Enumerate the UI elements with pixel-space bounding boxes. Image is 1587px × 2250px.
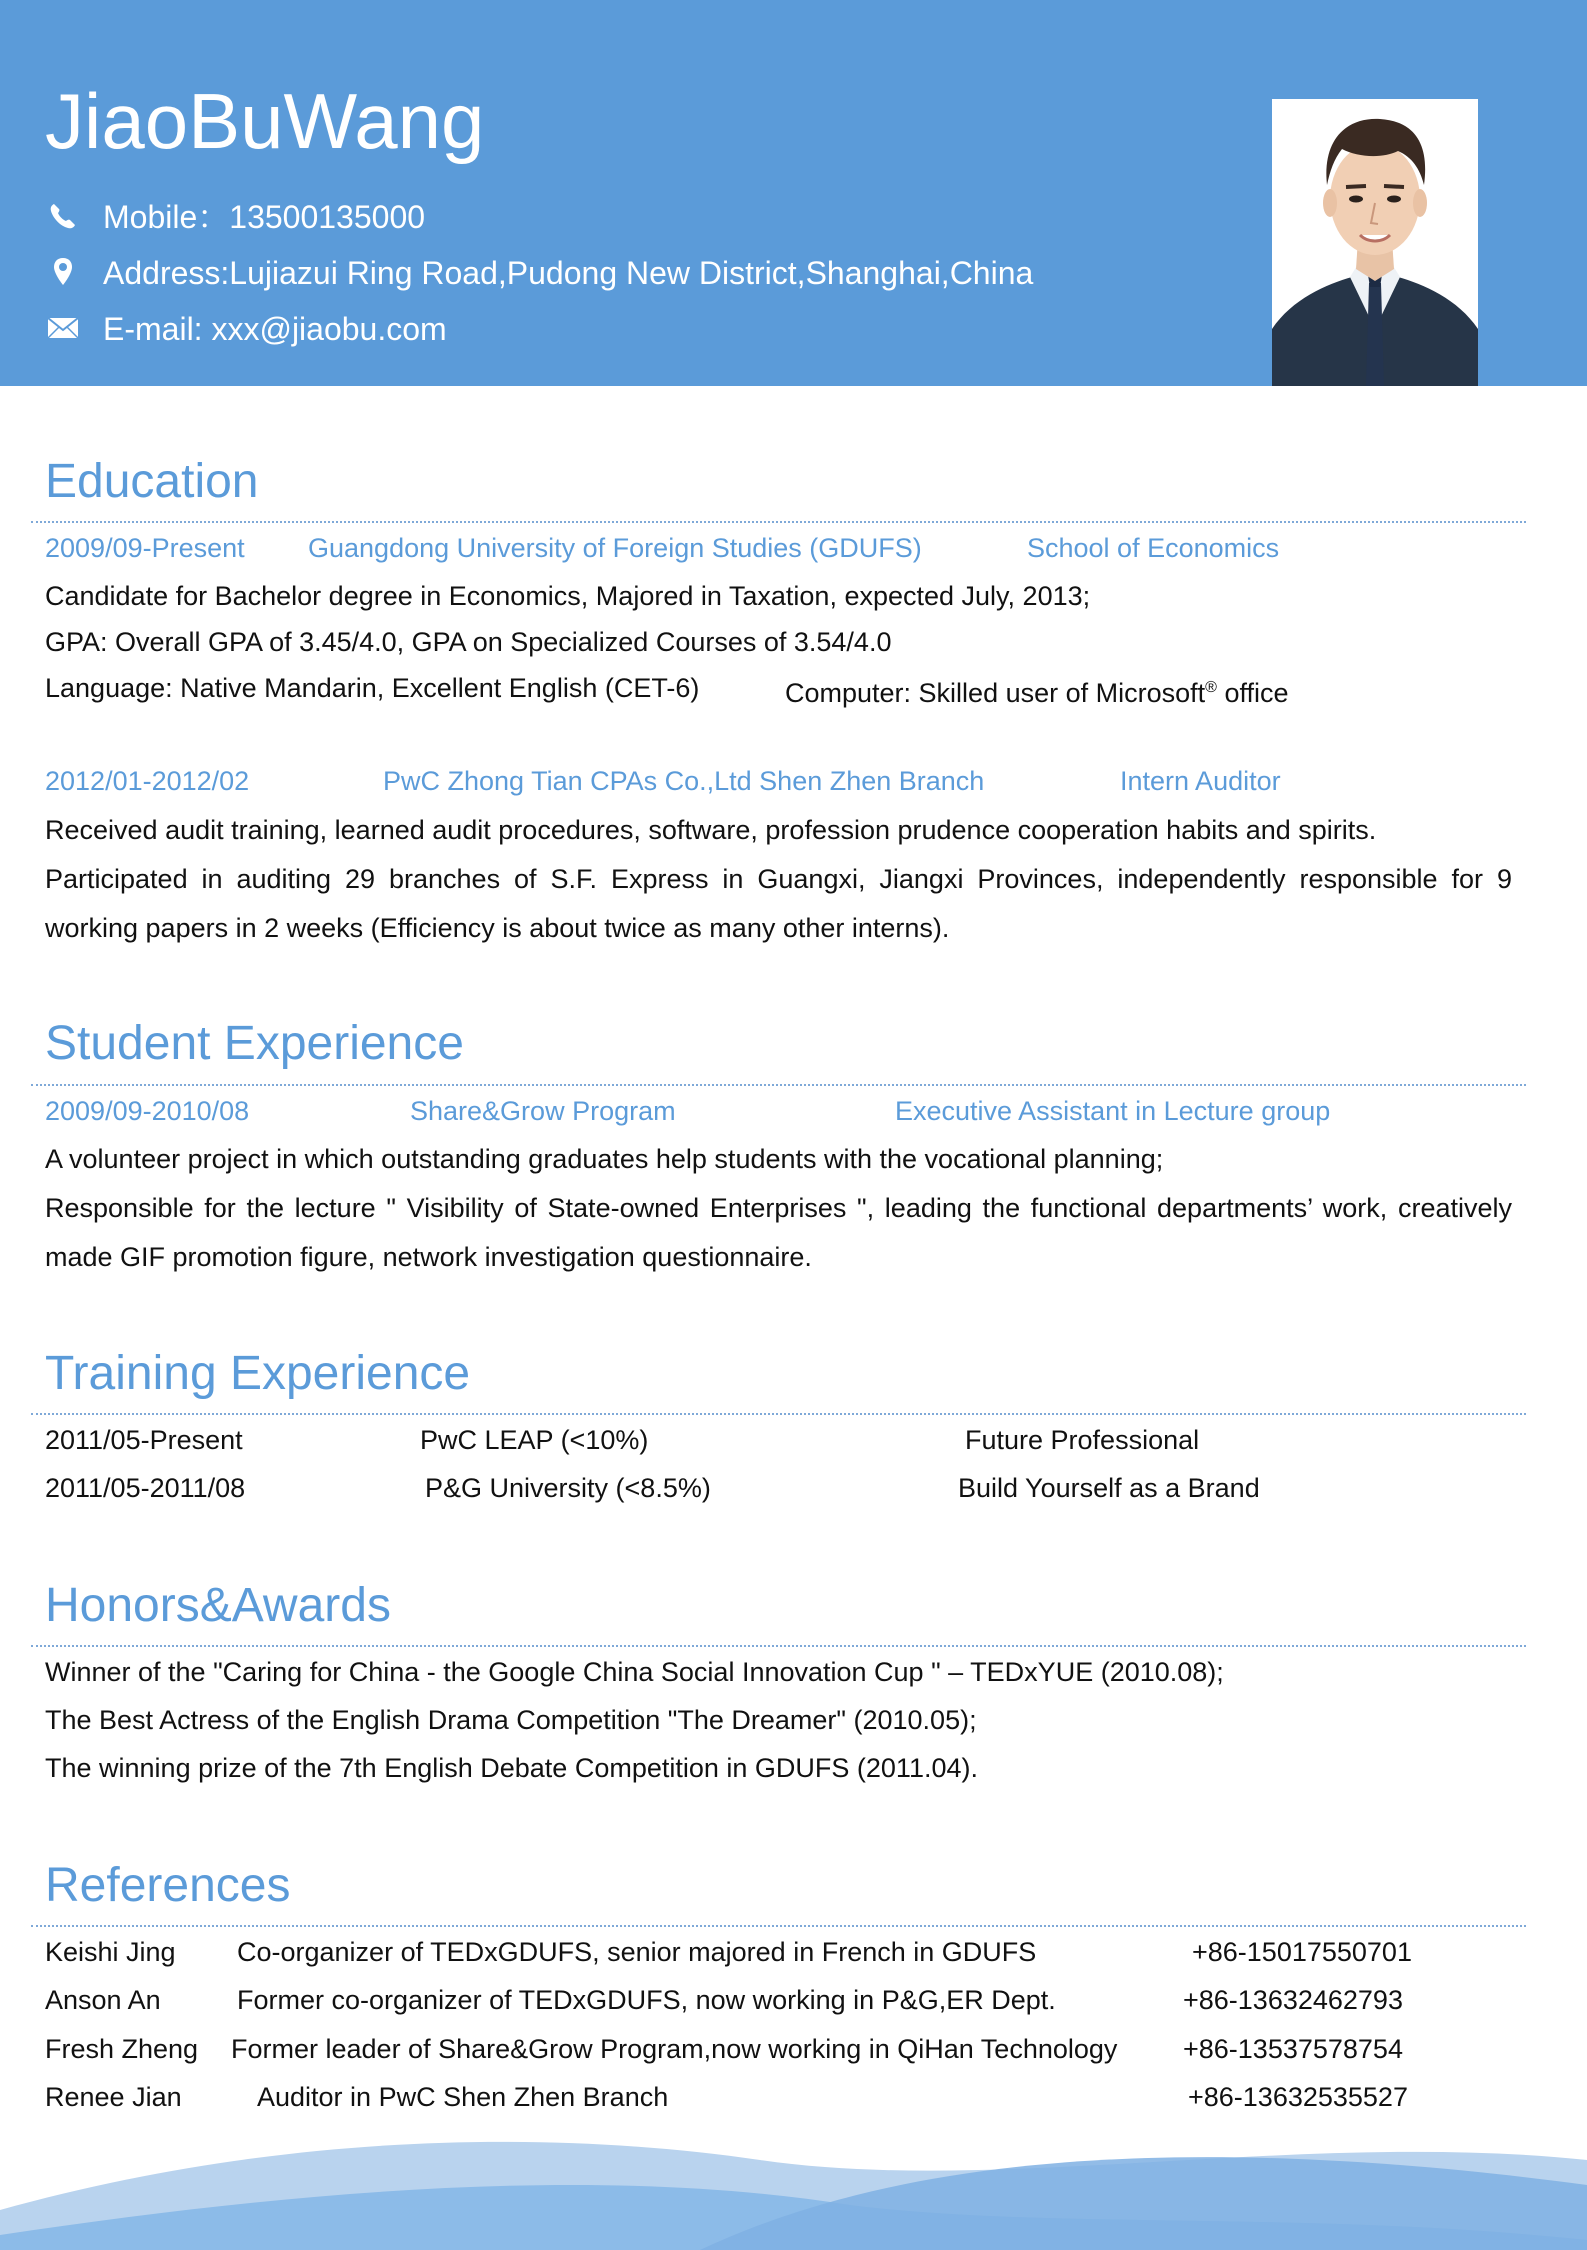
section-title-references: References [45, 1859, 291, 1912]
registered-mark: ® [1205, 679, 1217, 696]
honor-item: The winning prize of the 7th English Debate Competition in GDUFS (2011.04). [45, 1753, 978, 1783]
honor-item: Winner of the "Caring for China - the Google China Social Innovation Cup " – TEDxYUE (2010.08); [45, 1657, 1224, 1687]
reference-name: Renee Jian [45, 2082, 182, 2112]
student-role: Executive Assistant in Lecture group [895, 1096, 1331, 1126]
header-banner [0, 0, 1587, 386]
reference-description: Co-organizer of TEDxGDUFS, senior majored in French in GDUFS [237, 1937, 1037, 1967]
section-title-student-experience: Student Experience [45, 1017, 464, 1070]
internship-audit-paragraph: Participated in auditing 29 branches of S.F. Express in Guangxi, Jiangxi Provinces, independently responsible for 9 working papers in 2 weeks (Efficiency is about twice as many other interns). [45, 864, 1512, 943]
reference-phone: +86-15017550701 [1192, 1937, 1412, 1967]
reference-phone: +86-13632535527 [1188, 2082, 1408, 2112]
education-language-line: Language: Native Mandarin, Excellent English (CET-6) [45, 673, 700, 703]
mobile-text: Mobile：13500135000 [103, 199, 426, 235]
address-line [45, 253, 1033, 294]
reference-name: Anson An [45, 1985, 161, 2015]
divider [31, 521, 1526, 523]
training-date-1: 2011/05-Present [45, 1425, 243, 1455]
divider [31, 1645, 1526, 1647]
section-title-training-experience: Training Experience [45, 1347, 471, 1400]
candidate-name: JiaoBuWang [45, 77, 485, 165]
profile-photo [1272, 99, 1478, 386]
reference-name: Keishi Jing [45, 1937, 176, 1967]
internship-training-line: Received audit training, learned audit procedures, software, profession prudence cooperation habits and spirits. [45, 815, 1377, 845]
phone-icon [45, 198, 81, 234]
student-lecture-paragraph: Responsible for the lecture " Visibility of State-owned Enterprises ", leading the functional departments’ work, creatively made GIF promotion figure, network investigation questionnaire. [45, 1193, 1512, 1272]
email-text: E-mail: xxx@jiaobu.com [103, 311, 447, 347]
education-degree-line: Candidate for Bachelor degree in Economics, Majored in Taxation, expected July, 2013; [45, 581, 1091, 611]
reference-phone: +86-13632462793 [1183, 1985, 1403, 2015]
training-program-2: P&G University (<8.5%) [425, 1473, 711, 1503]
divider [31, 1084, 1526, 1086]
student-date: 2009/09-2010/08 [45, 1096, 250, 1126]
section-title-honors-awards: Honors&Awards [45, 1579, 391, 1632]
computer-text: Computer: Skilled user of Microsoft [785, 678, 1206, 708]
reference-name: Fresh Zheng [45, 2034, 199, 2064]
training-program-1: PwC LEAP (<10%) [420, 1425, 649, 1455]
honor-item: The Best Actress of the English Drama Competition "The Dreamer" (2010.05); [45, 1705, 977, 1735]
reference-description: Former co-organizer of TEDxGDUFS, now working in P&G,ER Dept. [237, 1985, 1056, 2015]
training-date-2: 2011/05-2011/08 [45, 1473, 246, 1503]
internship-company: PwC Zhong Tian CPAs Co.,Ltd Shen Zhen Branch [383, 766, 985, 796]
address-text: Address:Lujiazui Ring Road,Pudong New District,Shanghai,China [103, 255, 1034, 291]
mail-icon [45, 310, 81, 346]
training-desc-1: Future Professional [965, 1425, 1200, 1455]
divider [31, 1413, 1526, 1415]
education-faculty: School of Economics [1027, 533, 1280, 563]
reference-description: Former leader of Share&Grow Program,now working in QiHan Technology [231, 2034, 1118, 2064]
student-program: Share&Grow Program [410, 1096, 676, 1126]
email-line [45, 309, 447, 350]
education-school: Guangdong University of Foreign Studies (GDUFS) [308, 533, 922, 563]
reference-phone: +86-13537578754 [1183, 2034, 1403, 2064]
computer-text-end: office [1216, 678, 1289, 708]
section-title-education: Education [45, 455, 259, 508]
internship-date: 2012/01-2012/02 [45, 766, 250, 796]
footer-wave-decoration [0, 2090, 1587, 2250]
reference-description: Auditor in PwC Shen Zhen Branch [257, 2082, 669, 2112]
education-gpa-line: GPA: Overall GPA of 3.45/4.0, GPA on Specialized Courses of 3.54/4.0 [45, 627, 892, 657]
location-pin-icon [45, 254, 81, 290]
education-computer-line [785, 671, 1289, 710]
education-date-1: 2009/09-Present [45, 533, 245, 563]
divider [31, 1925, 1526, 1927]
mobile-line [45, 197, 425, 238]
internship-role: Intern Auditor [1120, 766, 1281, 796]
student-volunteer-line: A volunteer project in which outstanding graduates help students with the vocational planning; [45, 1144, 1164, 1174]
training-desc-2: Build Yourself as a Brand [958, 1473, 1260, 1503]
